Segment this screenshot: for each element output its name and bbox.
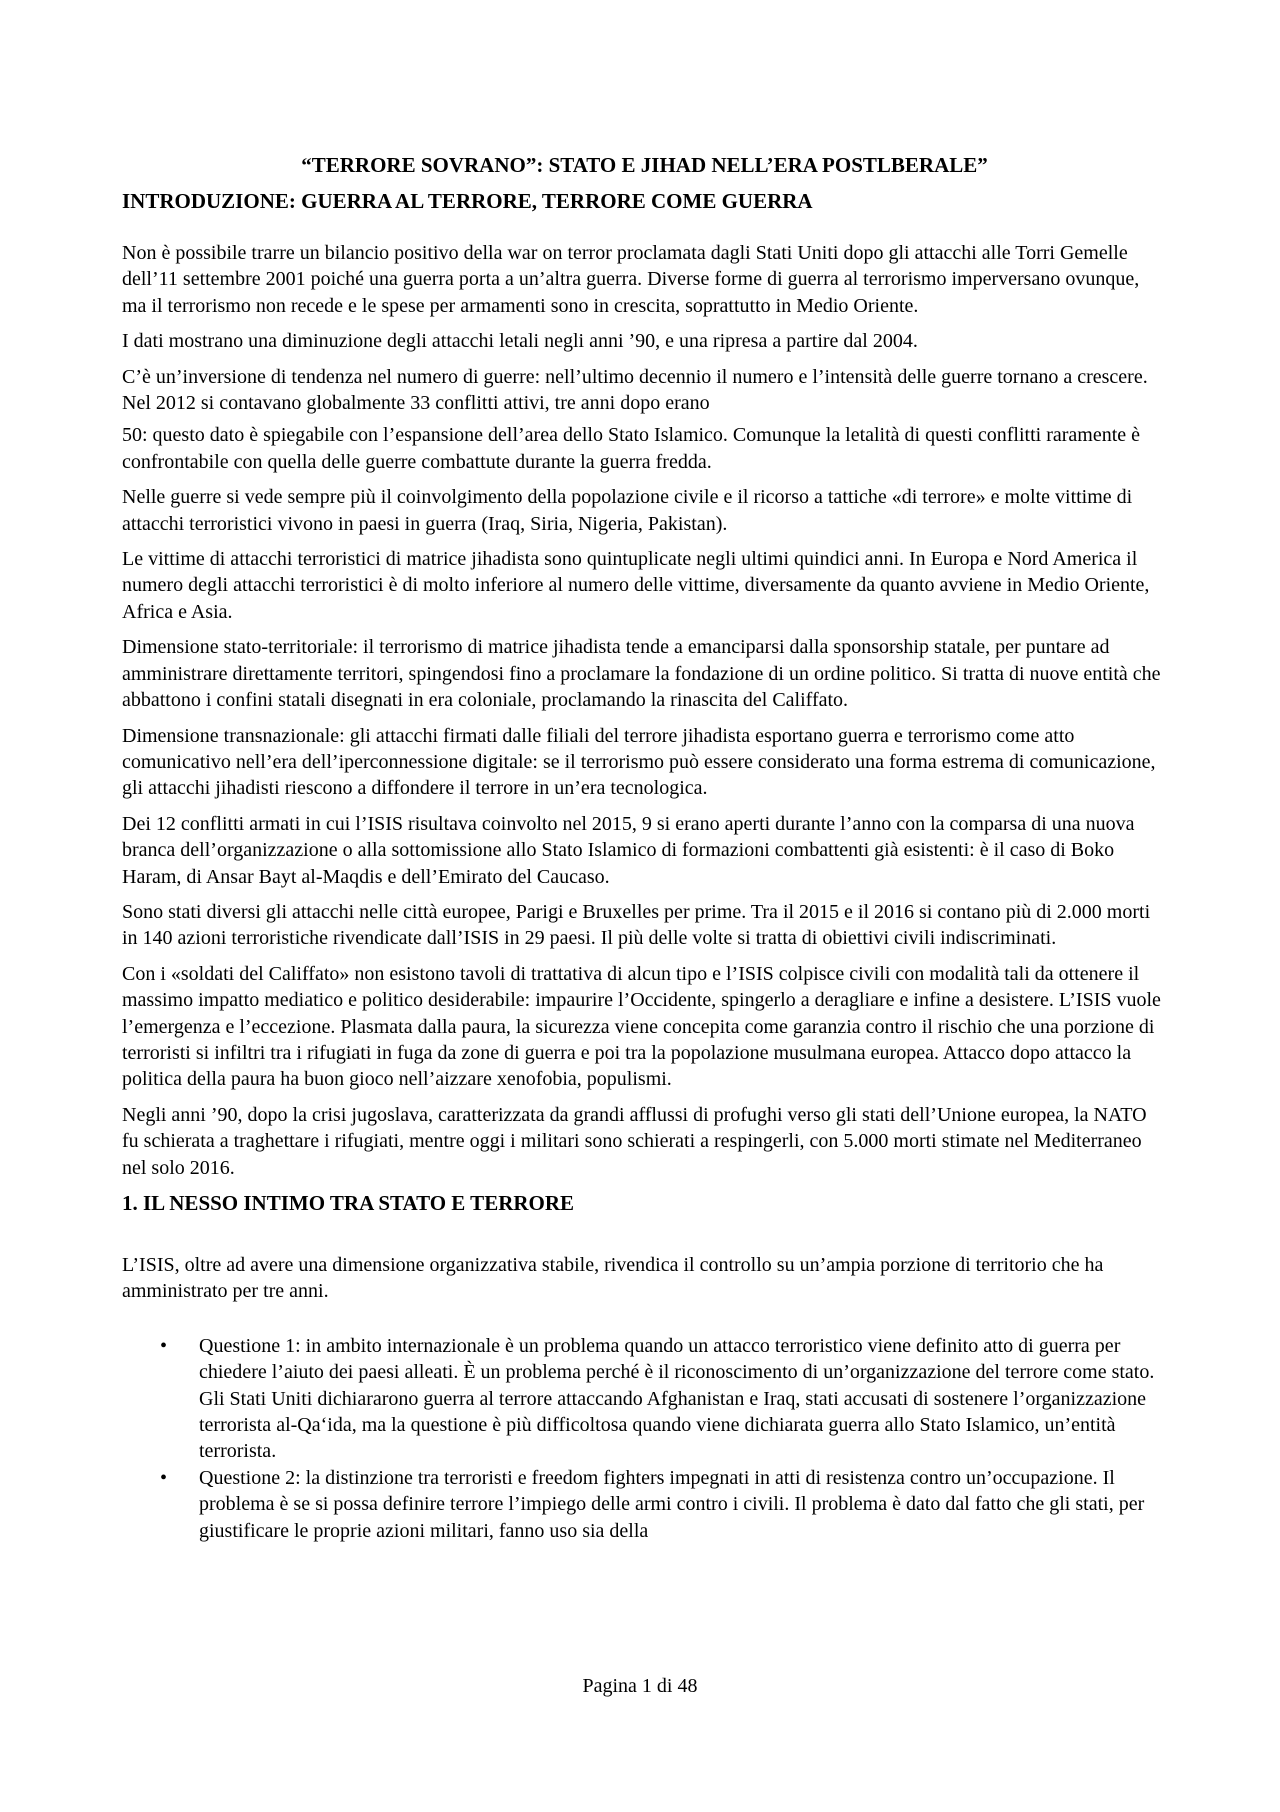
intro-paragraph: Sono stati diversi gli attacchi nelle città europee, Parigi e Bruxelles per prime. Tra il 2015 e il 2016 si contano più di 2.000 morti in 140 azioni terroristiche rivendicate dall’ISIS in 29 paesi. Il più delle volte si tratta di obiettivi civili indiscriminati. — [122, 900, 1151, 950]
intro-paragraph: 50: questo dato è spiegabile con l’espansione dell’area dello Stato Islamico. Comunque la letalità di questi conflitti raramente è confrontabile con quella delle guerre combattute durante la guerra fredda. — [122, 424, 1141, 473]
questions-list — [122, 1333, 1167, 1544]
question-text: Questione 1: in ambito internazionale è un problema quando un attacco terroristico viene definito atto di guerra per chiedere l’aiuto dei paesi alleati. È un problema perché è il riconoscimento di un’organizzazione del terrore come stato. Gli Stati Uniti dichiararono guerra al terrore attaccando Afghanistan e Iraq, stati accusati di sostenere l’organizzazione terrorista al-Qa‘ida, ma la questione è più difficoltosa quando viene dichiarata guerra allo Stato Islamico, un’entità terrorista. — [199, 1334, 1155, 1463]
intro-paragraph: Con i «soldati del Califfato» non esistono tavoli di trattativa di alcun tipo e l’ISIS colpisce civili con modalità tali da ottenere il massimo impatto mediatico e politico desiderabile: impaurire l’Occidente, spingerlo a deragliare e infine a desistere. L’ISIS vuole l’emergenza e l’eccezione. Plasmata dalla paura, la sicurezza viene concepita come garanzia contro il rischio che una porzione di terroristi si infiltri tra i rifugiati in fuga da zone di guerra e poi tra la popolazione musulmana europea. Attacco dopo attacco la politica della paura ha buon gioco nell’aizzare xenofobia, populismi. — [122, 962, 1161, 1091]
list-item — [122, 1465, 1167, 1544]
intro-paragraph: I dati mostrano una diminuzione degli attacchi letali negli anni ’90, e una ripresa a partire dal 2004. — [122, 330, 918, 353]
bullet-icon: • — [160, 1334, 168, 1357]
intro-paragraph: Nelle guerre si vede sempre più il coinvolgimento della popolazione civile e il ricorso a tattiche «di terrore» e molte vittime di attacchi terroristici vivono in paesi in guerra (Iraq, Siria, Nigeria, Pakistan). — [122, 486, 1133, 535]
document-title: “TERRORE SOVRANO”: STATO E JIHAD NELL’ERA POSTLBERALE” — [301, 153, 988, 177]
section-1-intro: L’ISIS, oltre ad avere una dimensione organizzativa stabile, rivendica il controllo su un’ampia porzione di territorio che ha amministrato per tre anni. — [122, 1254, 1104, 1303]
section-1-heading: 1. IL NESSO INTIMO TRA STATO E TERRORE — [122, 1191, 575, 1215]
intro-paragraph: Dimensione stato-territoriale: il terrorismo di matrice jihadista tende a emanciparsi dalla sponsorship statale, per puntare ad amministrare direttamente territori, spingendosi fino a proclamare la fondazione di un ordine politico. Si tratta di nuove entità che abbattono i confini statali disegnati in era coloniale, proclamando la rinascita del Califfato. — [122, 636, 1161, 712]
intro-paragraph: Dei 12 conflitti armati in cui l’ISIS risultava coinvolto nel 2015, 9 si erano aperti durante l’anno con la comparsa di una nuova branca dell’organizzazione o alla sottomissione allo Stato Islamico di formazioni combattenti già esistenti: è il caso di Boko Haram, di Ansar Bayt al-Maqdis e dell’Emirato del Caucaso. — [122, 812, 1135, 888]
intro-paragraph: C’è un’inversione di tendenza nel numero di guerre: nell’ultimo decennio il numero e l’intensità delle guerre tornano a crescere. Nel 2012 si contavano globalmente 33 conflitti attivi, tre anni dopo erano — [122, 365, 1148, 415]
intro-paragraph: Le vittime di attacchi terroristici di matrice jihadista sono quintuplicate negli ultimi quindici anni. In Europa e Nord America il numero degli attacchi terroristici è di molto inferiore al numero delle vittime, diversamente da quanto avviene in Medio Oriente, Africa e Asia. — [122, 548, 1150, 623]
intro-paragraph: Dimensione transnazionale: gli attacchi firmati dalle filiali del terrore jihadista esportano guerra e terrorismo come atto comunicativo nell’era dell’iperconnessione digitale: se il terrorismo può essere considerato una forma estrema di comunicazione, gli attacchi jihadisti riescono a diffondere il terrore in un’era tecnologica. — [122, 724, 1156, 800]
bullet-icon: • — [160, 1466, 168, 1489]
intro-paragraph: Negli anni ’90, dopo la crisi jugoslava, caratterizzata da grandi afflussi di profughi verso gli stati dell’Unione europea, la NATO fu schierata a traghettare i rifugiati, mentre oggi i militari sono schierati a respingerli, con 5.000 morti stimate nel Mediterraneo nel solo 2016. — [122, 1103, 1147, 1179]
page-footer: Pagina 1 di 48 — [582, 1675, 698, 1697]
intro-heading: INTRODUZIONE: GUERRA AL TERRORE, TERRORE COME GUERRA — [122, 189, 813, 213]
document-page — [122, 152, 1167, 1544]
intro-paragraph: Non è possibile trarre un bilancio positivo della war on terror proclamata dagli Stati Uniti dopo gli attacchi alle Torri Gemelle dell’11 settembre 2001 poiché una guerra porta a un’altra guerra. Diverse forme di guerra al terrorismo imperversano ovunque, ma il terrorismo non recede e le spese per armamenti sono in crescita, soprattutto in Medio Oriente. — [122, 242, 1140, 317]
list-item — [122, 1333, 1167, 1465]
question-text: Questione 2: la distinzione tra terroristi e freedom fighters impegnati in atti di resistenza contro un’occupazione. Il problema è se si possa definire terrore l’impiego delle armi contro i civili. Il problema è dato dal fatto che gli stati, per giustificare le proprie azioni militari, fanno uso sia della — [199, 1466, 1145, 1542]
